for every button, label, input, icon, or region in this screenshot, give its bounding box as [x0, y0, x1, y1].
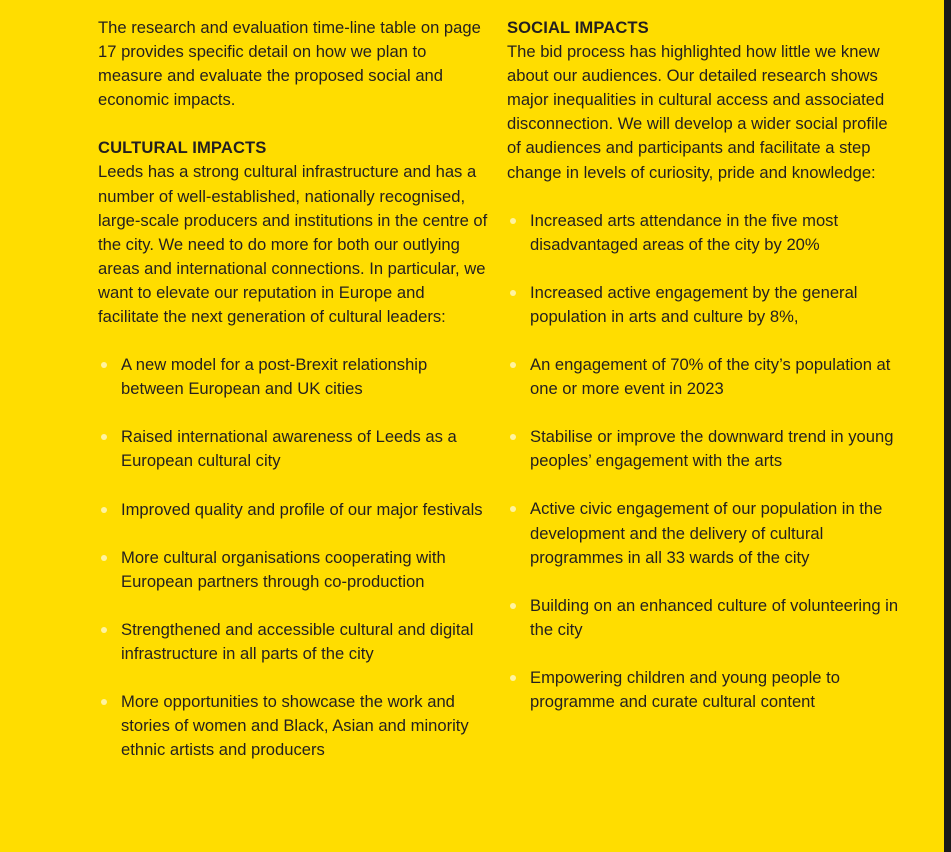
- social-impacts-heading: SOCIAL IMPACTS: [507, 18, 649, 37]
- right-column: [507, 16, 899, 738]
- cultural-impacts-list: [98, 353, 490, 762]
- list-item-text: Active civic engagement of our population in the development and the delivery of cultural programmes in all 33 wards of the city: [530, 499, 883, 567]
- list-item: [507, 594, 899, 642]
- list-item-text: More opportunities to showcase the work and stories of women and Black, Asian and minority ethnic artists and producers: [121, 691, 469, 760]
- bullet-icon: [510, 675, 516, 681]
- list-item-text: Strengthened and accessible cultural and digital infrastructure in all parts of the city: [121, 619, 474, 663]
- list-item-text: Improved quality and profile of our major festivals: [121, 499, 483, 519]
- bullet-icon: [510, 362, 516, 368]
- bullet-icon: [101, 699, 107, 705]
- bullet-icon: [101, 555, 107, 561]
- list-item-text: Empowering children and young people to programme and curate cultural content: [530, 667, 840, 711]
- bullet-icon: [510, 434, 516, 440]
- page-edge-shadow: [944, 0, 951, 852]
- intro-paragraph: The research and evaluation time-line table on page 17 provides specific detail on how we plan to measure and evaluate the proposed social and economic impacts.: [98, 18, 481, 110]
- list-item-text: Building on an enhanced culture of volunteering in the city: [530, 595, 899, 639]
- social-impacts-body: The bid process has highlighted how little we knew about our audiences. Our detailed research shows major inequalities in cultural access and associated disconnection. We will develop a wider social profile of audiences and participants and facilitate a step change in levels of curiosity, pride and knowledge:: [507, 42, 888, 182]
- list-item-text: A new model for a post-Brexit relationship between European and UK cities: [121, 355, 428, 399]
- list-item-text: An engagement of 70% of the city’s population at one or more event in 2023: [530, 355, 891, 399]
- list-item-text: More cultural organisations cooperating with European partners through co-production: [121, 547, 446, 591]
- list-item: [507, 353, 899, 401]
- left-column: [98, 16, 490, 786]
- list-item: [98, 546, 490, 594]
- list-item: [98, 498, 490, 522]
- list-item-text: Raised international awareness of Leeds as a European cultural city: [121, 427, 457, 471]
- bullet-icon: [510, 290, 516, 296]
- social-impacts-list: [507, 209, 899, 714]
- list-item-text: Stabilise or improve the downward trend in young peoples’ engagement with the arts: [530, 427, 894, 471]
- list-item: [507, 209, 899, 257]
- bullet-icon: [510, 603, 516, 609]
- list-item: [98, 618, 490, 666]
- list-item: [507, 497, 899, 569]
- list-item: [98, 690, 490, 762]
- list-item: [98, 353, 490, 401]
- list-item-text: Increased active engagement by the general population in arts and culture by 8%,: [530, 282, 858, 326]
- list-item: [507, 425, 899, 473]
- bullet-icon: [510, 218, 516, 224]
- list-item-text: Increased arts attendance in the five most disadvantaged areas of the city by 20%: [530, 210, 839, 254]
- list-item: [507, 281, 899, 329]
- bullet-icon: [101, 507, 107, 513]
- bullet-icon: [101, 362, 107, 368]
- cultural-impacts-heading: CULTURAL IMPACTS: [98, 138, 267, 158]
- bullet-icon: [101, 434, 107, 440]
- list-item: [507, 666, 899, 714]
- cultural-impacts-body: Leeds has a strong cultural infrastructure and has a number of well-established, nationally recognised, large-scale producers and institutions in the centre of the city. We need to do more for both our outlying areas and international connections. In particular, we want to elevate our reputation in Europe and facilitate the next generation of cultural leaders:: [98, 162, 488, 327]
- bullet-icon: [101, 627, 107, 633]
- list-item: [98, 425, 490, 473]
- bullet-icon: [510, 506, 516, 512]
